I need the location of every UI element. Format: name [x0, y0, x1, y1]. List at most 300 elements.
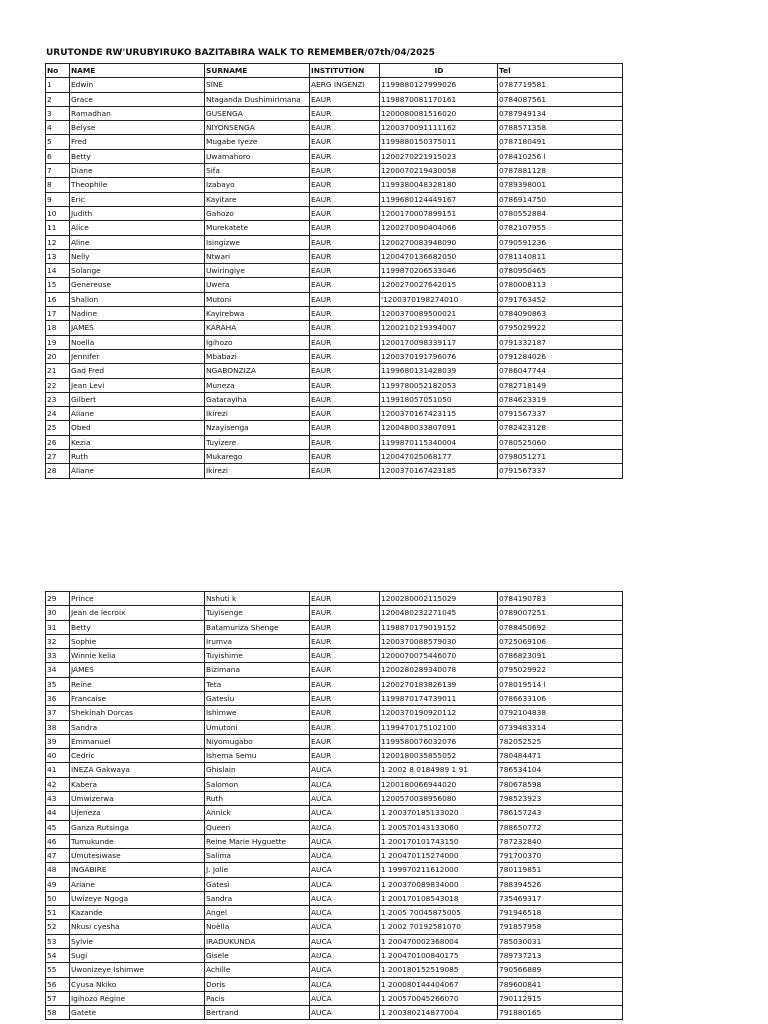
- cell-institution: EAUR: [310, 235, 380, 249]
- cell-id: 1200280289340078: [380, 663, 498, 677]
- cell-id: 1199870115340004: [380, 435, 498, 449]
- cell-institution: EAUR: [310, 734, 380, 748]
- cell-name: Ujeneza: [70, 806, 205, 820]
- cell-tel: 0791332187: [498, 335, 623, 349]
- cell-no: 58: [46, 1006, 70, 1020]
- cell-surname: Uwera: [205, 278, 310, 292]
- cell-name: Umwizerwa: [70, 791, 205, 805]
- cell-no: 45: [46, 820, 70, 834]
- cell-institution: EAUR: [310, 278, 380, 292]
- cell-institution: AUCA: [310, 991, 380, 1005]
- cell-id: 1200270221915023: [380, 149, 498, 163]
- cell-tel: 0780525060: [498, 435, 623, 449]
- cell-tel: 0782718149: [498, 378, 623, 392]
- cell-id: 119918057051050: [380, 392, 498, 406]
- cell-surname: Sifa: [205, 164, 310, 178]
- cell-no: 15: [46, 278, 70, 292]
- cell-name: Reine: [70, 677, 205, 691]
- cell-tel: 780119851: [498, 863, 623, 877]
- cell-no: 51: [46, 906, 70, 920]
- table-row: [46, 164, 623, 178]
- table-row: [46, 891, 623, 905]
- cell-no: 9: [46, 192, 70, 206]
- cell-id: 1200180035855052: [380, 749, 498, 763]
- cell-tel: 0784623319: [498, 392, 623, 406]
- cell-name: Alice: [70, 221, 205, 235]
- cell-institution: EAUR: [310, 378, 380, 392]
- cell-surname: Mugabe Iyeze: [205, 135, 310, 149]
- cell-name: Uwizeye Ngoga: [70, 891, 205, 905]
- cell-institution: EAUR: [310, 249, 380, 263]
- table-row: [46, 720, 623, 734]
- cell-surname: Uwiringiye: [205, 264, 310, 278]
- cell-surname: Mukarego: [205, 450, 310, 464]
- table-row: [46, 235, 623, 249]
- table-row: [46, 178, 623, 192]
- table-row: [46, 820, 623, 834]
- cell-surname: Igihozo: [205, 335, 310, 349]
- cell-surname: GUSENGA: [205, 106, 310, 120]
- cell-institution: EAUR: [310, 720, 380, 734]
- cell-tel: 791857958: [498, 920, 623, 934]
- cell-surname: Isingizwe: [205, 235, 310, 249]
- cell-surname: Izabayo: [205, 178, 310, 192]
- cell-id: 1200210219394007: [380, 321, 498, 335]
- cell-tel: 788650772: [498, 820, 623, 834]
- cell-name: Kabera: [70, 777, 205, 791]
- cell-no: 17: [46, 307, 70, 321]
- cell-id: 1200370167423185: [380, 464, 498, 478]
- cell-surname: Doris: [205, 977, 310, 991]
- cell-name: Umutesiwase: [70, 849, 205, 863]
- header-tel: Tel: [498, 64, 623, 78]
- cell-no: 34: [46, 663, 70, 677]
- cell-name: Ariane: [70, 877, 205, 891]
- table-row: [46, 92, 623, 106]
- cell-no: 25: [46, 421, 70, 435]
- cell-tel: 791880165: [498, 1006, 623, 1020]
- cell-id: 1 200370089834000: [380, 877, 498, 891]
- cell-no: 48: [46, 863, 70, 877]
- cell-no: 36: [46, 691, 70, 705]
- table-row: [46, 677, 623, 691]
- cell-tel: 0795029922: [498, 663, 623, 677]
- cell-id: 1199870206533046: [380, 264, 498, 278]
- table-row: [46, 963, 623, 977]
- cell-id: 1199680131428039: [380, 364, 498, 378]
- cell-no: 46: [46, 834, 70, 848]
- cell-surname: Nzayisenga: [205, 421, 310, 435]
- cell-surname: Mutoni: [205, 292, 310, 306]
- cell-institution: EAUR: [310, 606, 380, 620]
- cell-tel: 078019514 l: [498, 677, 623, 691]
- cell-institution: AUCA: [310, 877, 380, 891]
- cell-no: 5: [46, 135, 70, 149]
- cell-no: 31: [46, 620, 70, 634]
- cell-name: Francaise: [70, 691, 205, 705]
- cell-no: 22: [46, 378, 70, 392]
- cell-no: 29: [46, 592, 70, 606]
- cell-no: 43: [46, 791, 70, 805]
- cell-name: Gilbert: [70, 392, 205, 406]
- cell-id: 1 200370185133020: [380, 806, 498, 820]
- cell-surname: Ikirezi: [205, 407, 310, 421]
- cell-surname: Teta: [205, 677, 310, 691]
- table-row: [46, 392, 623, 406]
- cell-institution: AUCA: [310, 834, 380, 848]
- cell-tel: 0787949134: [498, 106, 623, 120]
- cell-tel: 0786633106: [498, 691, 623, 705]
- table-row: [46, 734, 623, 748]
- cell-no: 52: [46, 920, 70, 934]
- cell-id: 1 2005 70045875005: [380, 906, 498, 920]
- cell-no: 27: [46, 450, 70, 464]
- cell-tel: 0791567337: [498, 464, 623, 478]
- cell-id: 1 200080144404067: [380, 977, 498, 991]
- cell-id: 1199470175102100: [380, 720, 498, 734]
- cell-institution: EAUR: [310, 450, 380, 464]
- cell-name: JAMES: [70, 321, 205, 335]
- cell-tel: 0790591236: [498, 235, 623, 249]
- cell-institution: EAUR: [310, 663, 380, 677]
- cell-surname: Ruth: [205, 791, 310, 805]
- cell-name: INEZA Gakwaya: [70, 763, 205, 777]
- cell-tel: 0787180491: [498, 135, 623, 149]
- cell-name: Prince: [70, 592, 205, 606]
- cell-id: 1 200570143133060: [380, 820, 498, 834]
- cell-name: Kezia: [70, 435, 205, 449]
- table-row: [46, 278, 623, 292]
- cell-institution: EAUR: [310, 691, 380, 705]
- cell-institution: EAUR: [310, 634, 380, 648]
- cell-id: 1199880127999026: [380, 78, 498, 92]
- cell-id: 1200370089500021: [380, 307, 498, 321]
- cell-surname: J. Jolie: [205, 863, 310, 877]
- cell-id: 1200170007899151: [380, 206, 498, 220]
- cell-tel: 789737213: [498, 949, 623, 963]
- table-row: [46, 791, 623, 805]
- cell-name: JAMES: [70, 663, 205, 677]
- cell-surname: Bertrand: [205, 1006, 310, 1020]
- cell-no: 7: [46, 164, 70, 178]
- table-header-row: [46, 64, 623, 78]
- cell-name: Gatete: [70, 1006, 205, 1020]
- cell-surname: Tuyisenge: [205, 606, 310, 620]
- cell-id: 1200180066944020: [380, 777, 498, 791]
- table-row: [46, 620, 623, 634]
- cell-institution: AUCA: [310, 863, 380, 877]
- cell-surname: Gatarayiha: [205, 392, 310, 406]
- cell-no: 19: [46, 335, 70, 349]
- table-row: [46, 634, 623, 648]
- cell-institution: EAUR: [310, 192, 380, 206]
- cell-id: 1200470136682050: [380, 249, 498, 263]
- table-row: [46, 135, 623, 149]
- cell-tel: 0780950465: [498, 264, 623, 278]
- cell-id: 1 200180152519085: [380, 963, 498, 977]
- cell-id: 1199880150375011: [380, 135, 498, 149]
- cell-surname: Kayirebwa: [205, 307, 310, 321]
- cell-tel: 0786823091: [498, 649, 623, 663]
- cell-institution: EAUR: [310, 292, 380, 306]
- cell-tel: 0788571358: [498, 121, 623, 135]
- cell-no: 50: [46, 891, 70, 905]
- table-row: [46, 292, 623, 306]
- cell-no: 2: [46, 92, 70, 106]
- cell-surname: Ishimwe: [205, 706, 310, 720]
- cell-name: Emmanuel: [70, 734, 205, 748]
- cell-id: 1 200470100840175: [380, 949, 498, 963]
- table-row: [46, 421, 623, 435]
- cell-id: '1200370198274010: [380, 292, 498, 306]
- cell-surname: Ntaganda Dushimirimana: [205, 92, 310, 106]
- cell-surname: SINE: [205, 78, 310, 92]
- cell-institution: EAUR: [310, 749, 380, 763]
- table-row: [46, 806, 623, 820]
- cell-tel: 798523923: [498, 791, 623, 805]
- cell-tel: 790112915: [498, 991, 623, 1005]
- table-row: [46, 192, 623, 206]
- cell-surname: Gatesi: [205, 877, 310, 891]
- cell-no: 24: [46, 407, 70, 421]
- cell-name: Betty: [70, 149, 205, 163]
- cell-institution: EAUR: [310, 706, 380, 720]
- cell-id: 1 199970211612000: [380, 863, 498, 877]
- cell-id: 1200370191796076: [380, 349, 498, 363]
- cell-institution: EAUR: [310, 264, 380, 278]
- cell-tel: 786534104: [498, 763, 623, 777]
- cell-no: 14: [46, 264, 70, 278]
- cell-name: Edwin: [70, 78, 205, 92]
- cell-no: 37: [46, 706, 70, 720]
- cell-no: 33: [46, 649, 70, 663]
- cell-name: Tumukunde: [70, 834, 205, 848]
- table-row: [46, 991, 623, 1005]
- cell-name: Nelly: [70, 249, 205, 263]
- cell-id: 1200480232271045: [380, 606, 498, 620]
- table-row: [46, 264, 623, 278]
- cell-institution: EAUR: [310, 221, 380, 235]
- cell-tel: 0784087561: [498, 92, 623, 106]
- cell-institution: EAUR: [310, 592, 380, 606]
- cell-surname: Reine Marie Hyguette: [205, 834, 310, 848]
- cell-institution: AUCA: [310, 777, 380, 791]
- cell-no: 23: [46, 392, 70, 406]
- cell-name: Sandra: [70, 720, 205, 734]
- cell-no: 10: [46, 206, 70, 220]
- table-row: [46, 877, 623, 891]
- cell-id: 1200370091111162: [380, 121, 498, 135]
- cell-surname: Salomon: [205, 777, 310, 791]
- table-row: [46, 706, 623, 720]
- cell-id: 1200270027642015: [380, 278, 498, 292]
- cell-name: Theophile: [70, 178, 205, 192]
- cell-no: 21: [46, 364, 70, 378]
- cell-tel: 0781140811: [498, 249, 623, 263]
- table-row: [46, 834, 623, 848]
- table-row: [46, 763, 623, 777]
- cell-tel: 0792104838: [498, 706, 623, 720]
- cell-tel: 0791567337: [498, 407, 623, 421]
- cell-no: 42: [46, 777, 70, 791]
- cell-name: Shallon: [70, 292, 205, 306]
- cell-id: 1199380048328180: [380, 178, 498, 192]
- table-row: [46, 450, 623, 464]
- cell-tel: 791700370: [498, 849, 623, 863]
- cell-institution: EAUR: [310, 335, 380, 349]
- cell-institution: EAUR: [310, 620, 380, 634]
- cell-surname: Murekatete: [205, 221, 310, 235]
- cell-surname: Tuyizere: [205, 435, 310, 449]
- cell-id: 1200170098339117: [380, 335, 498, 349]
- table-row: [46, 606, 623, 620]
- cell-name: Jean Levi: [70, 378, 205, 392]
- cell-surname: Batamuriza Shenge: [205, 620, 310, 634]
- cell-surname: IRADUKUNDA: [205, 934, 310, 948]
- cell-tel: 0782107955: [498, 221, 623, 235]
- cell-no: 39: [46, 734, 70, 748]
- cell-institution: AUCA: [310, 891, 380, 905]
- cell-institution: EAUR: [310, 677, 380, 691]
- cell-surname: KARAHA: [205, 321, 310, 335]
- cell-surname: Annick: [205, 806, 310, 820]
- cell-name: Nkusi cyesha: [70, 920, 205, 934]
- cell-no: 49: [46, 877, 70, 891]
- cell-institution: EAUR: [310, 649, 380, 663]
- cell-tel: 0791763452: [498, 292, 623, 306]
- cell-no: 12: [46, 235, 70, 249]
- cell-surname: Umutoni: [205, 720, 310, 734]
- cell-name: Jennifer: [70, 349, 205, 363]
- cell-tel: 0788450692: [498, 620, 623, 634]
- cell-id: 1199580076032076: [380, 734, 498, 748]
- cell-tel: 735469317: [498, 891, 623, 905]
- cell-tel: 0798051271: [498, 450, 623, 464]
- cell-name: Gad Fred: [70, 364, 205, 378]
- cell-surname: Kayitare: [205, 192, 310, 206]
- cell-name: Jean de lecroix: [70, 606, 205, 620]
- cell-tel: 078410256 l: [498, 149, 623, 163]
- cell-name: Diane: [70, 164, 205, 178]
- cell-tel: 0784090863: [498, 307, 623, 321]
- cell-surname: Queen: [205, 820, 310, 834]
- table-row: [46, 977, 623, 991]
- cell-name: Eric: [70, 192, 205, 206]
- cell-id: 1200270183826139: [380, 677, 498, 691]
- cell-surname: Pacis: [205, 991, 310, 1005]
- cell-institution: EAUR: [310, 135, 380, 149]
- table-row: [46, 663, 623, 677]
- cell-surname: Ntwari: [205, 249, 310, 263]
- cell-id: 1200270083948090: [380, 235, 498, 249]
- cell-no: 4: [46, 121, 70, 135]
- cell-tel: 0789007251: [498, 606, 623, 620]
- table-row: [46, 592, 623, 606]
- header-id: ID: [380, 64, 498, 78]
- cell-surname: Gatesiu: [205, 691, 310, 705]
- cell-id: 1 2002 70192581070: [380, 920, 498, 934]
- cell-tel: 782052525: [498, 734, 623, 748]
- cell-institution: EAUR: [310, 392, 380, 406]
- cell-institution: AUCA: [310, 763, 380, 777]
- cell-institution: EAUR: [310, 164, 380, 178]
- cell-name: Igihozo Regine: [70, 991, 205, 1005]
- cell-id: 1200370190920112: [380, 706, 498, 720]
- cell-no: 54: [46, 949, 70, 963]
- cell-name: Nadine: [70, 307, 205, 321]
- cell-institution: AUCA: [310, 820, 380, 834]
- cell-name: Sophie: [70, 634, 205, 648]
- cell-no: 8: [46, 178, 70, 192]
- cell-name: INGABIRE: [70, 863, 205, 877]
- cell-id: 1 200470002368004: [380, 934, 498, 948]
- cell-surname: Sandra: [205, 891, 310, 905]
- cell-institution: EAUR: [310, 435, 380, 449]
- cell-id: 1200080081516020: [380, 106, 498, 120]
- cell-id: 1 200470115274000: [380, 849, 498, 863]
- cell-institution: AUCA: [310, 906, 380, 920]
- cell-tel: 0780552884: [498, 206, 623, 220]
- cell-name: Ganza Rutsinga: [70, 820, 205, 834]
- cell-no: 11: [46, 221, 70, 235]
- table-row: [46, 949, 623, 963]
- cell-tel: 791946518: [498, 906, 623, 920]
- cell-no: 55: [46, 963, 70, 977]
- cell-no: 53: [46, 934, 70, 948]
- cell-tel: 0789398001: [498, 178, 623, 192]
- table-row: [46, 863, 623, 877]
- cell-institution: EAUR: [310, 421, 380, 435]
- cell-no: 57: [46, 991, 70, 1005]
- cell-id: 1199680124449167: [380, 192, 498, 206]
- cell-institution: AUCA: [310, 1006, 380, 1020]
- cell-name: Winnie kelia: [70, 649, 205, 663]
- cell-no: 35: [46, 677, 70, 691]
- table-row: [46, 435, 623, 449]
- table-row: [46, 307, 623, 321]
- cell-surname: Nshuti k: [205, 592, 310, 606]
- cell-no: 1: [46, 78, 70, 92]
- table-row: [46, 349, 623, 363]
- cell-no: 16: [46, 292, 70, 306]
- cell-tel: 787232840: [498, 834, 623, 848]
- table-row: [46, 364, 623, 378]
- cell-surname: Noëlla: [205, 920, 310, 934]
- cell-surname: Gahozo: [205, 206, 310, 220]
- cell-tel: 0791284026: [498, 349, 623, 363]
- table-row: [46, 920, 623, 934]
- cell-name: Obed: [70, 421, 205, 435]
- header-surname: SURNAME: [205, 64, 310, 78]
- cell-tel: 0795029922: [498, 321, 623, 335]
- table-row: [46, 335, 623, 349]
- cell-id: 1198870081170161: [380, 92, 498, 106]
- cell-tel: 780484471: [498, 749, 623, 763]
- cell-id: 1198870179019152: [380, 620, 498, 634]
- cell-no: 30: [46, 606, 70, 620]
- cell-surname: Bizimana: [205, 663, 310, 677]
- table-row: [46, 106, 623, 120]
- table-row: [46, 206, 623, 220]
- cell-surname: NIYONSENGA: [205, 121, 310, 135]
- cell-id: 1200070075446070: [380, 649, 498, 663]
- cell-name: Aline: [70, 235, 205, 249]
- table-row: [46, 777, 623, 791]
- attendee-table-2: [45, 591, 623, 1020]
- cell-tel: 780678598: [498, 777, 623, 791]
- cell-id: 1200370088579030: [380, 634, 498, 648]
- attendee-table-1: [45, 63, 623, 479]
